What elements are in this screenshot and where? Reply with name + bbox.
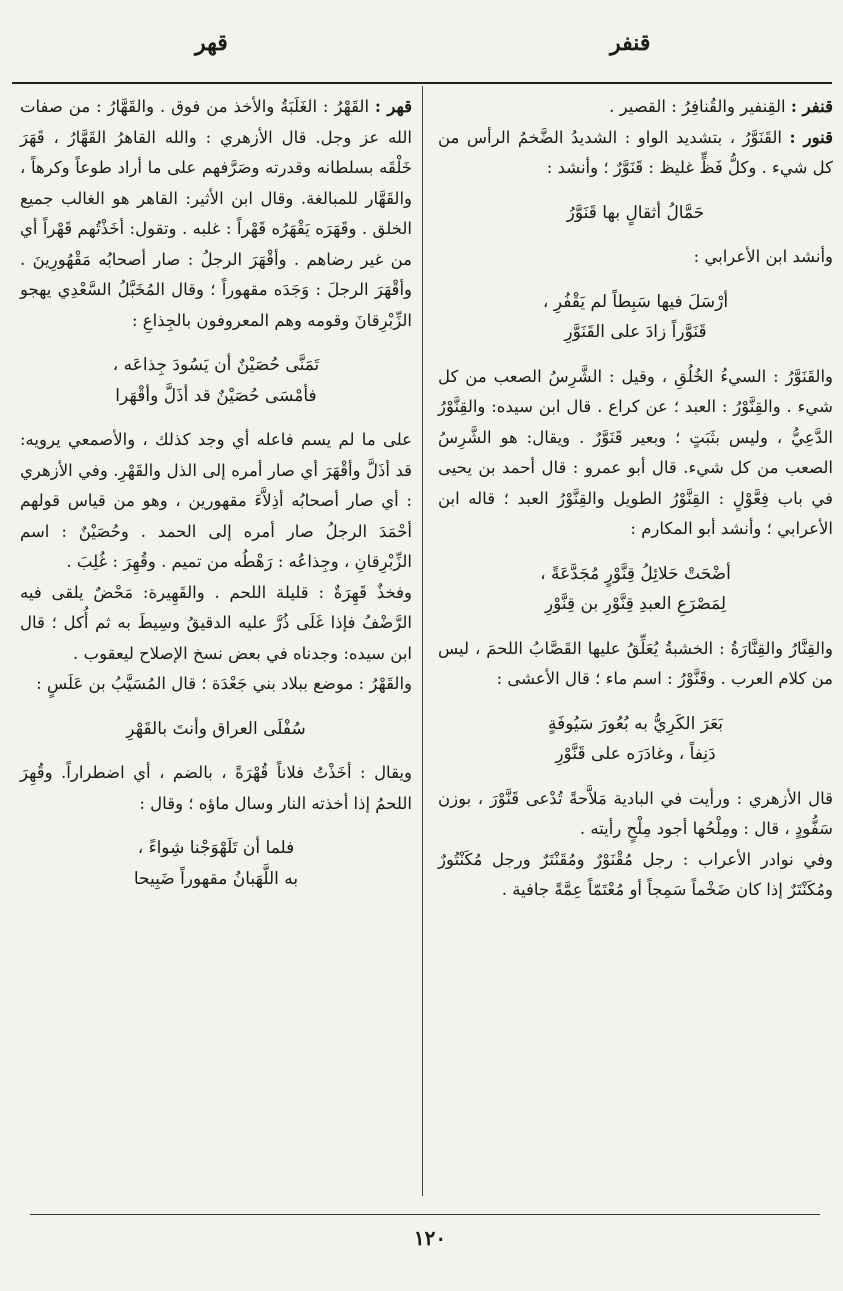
bottom-divider xyxy=(30,1214,820,1215)
entry-text: والقِنَّارُ والقِنَّارَةُ : الخشبةُ يُعَلِّقُ عليها القَصَّابُ اللحمَ ، ليس من كلام العرب . وقَنَّوْرُ : اسم ماء ؛ قال الأعشى : xyxy=(438,638,833,688)
entry-text: القِنفير والقُنافِرُ : القصير . xyxy=(609,97,786,116)
entry-paragraph xyxy=(438,123,833,184)
entry-text: والقَهْرُ : موضع ببلاد بني جَعْدَة ؛ قال المُسَيَّبُ بن عَلَسٍ : xyxy=(36,674,412,693)
entry-headword: قنور : xyxy=(789,127,833,147)
entry-paragraph xyxy=(20,92,412,336)
left-column xyxy=(20,92,412,908)
poetry-verse xyxy=(438,198,833,229)
entry-text: قال الأزهري : ورأيت في البادية مَلاَّحةً تُدْعى قَنَّوْرَ ، بوزن سَفُّودٍ ، قال : ومِلْحُها أجود مِلْحٍ رأيته . xyxy=(438,788,833,838)
header-word-left: قهر xyxy=(195,30,228,56)
poetry-verse xyxy=(20,833,412,894)
right-column xyxy=(438,92,833,906)
entry-paragraph xyxy=(438,634,833,695)
entry-paragraph xyxy=(438,845,833,906)
verse-line: لِمَصْرَعِ العبدِ قِنَّوْرِ بن قِنَّوْرِ xyxy=(544,594,727,614)
poetry-verse xyxy=(438,559,833,620)
entry-paragraph xyxy=(438,362,833,545)
entry-text: القَنَوَّرُ ، بتشديد الواو : الشديدُ الضَّخمُ الرأس من كل شيء . وكلُّ فَظٍّ غليظ : قَنَوَّرٌ ؛ وأنشد : xyxy=(438,127,833,177)
entry-text: وفي نوادر الأعراب : رجل مُقْنَوْرٌ ومُقَنْتَرٌ ورجل مُكَنْتُورٌ ومُكَنْتَرٌ إذا كان ضَخْماً سَمِجاً أو مُعْتَمّاً عِمَّةً جافية . xyxy=(438,849,833,899)
entry-paragraph xyxy=(20,758,412,819)
entry-paragraph xyxy=(20,578,412,670)
verse-line: تَمَنَّى حُصَيْنٌ أن يَسُودَ جِذاعَه ، xyxy=(112,355,320,375)
poetry-verse xyxy=(20,714,412,745)
entry-text: القَهْرُ : الغَلَبَةُ والأخذ من فوق . والقَهَّارُ : من صفات الله عز وجل. قال الأزهري : والله القاهرُ القَهَّارُ ، قَهَرَ خَلْقَه بسلطانه وقدرته وصَرَّفهم على ما أراد طوعاً وكرهاً ، والقَهَّار للمبالغة. وقال ابن الأثير: القاهر هو الغالب جميع الخلق . وقَهَرَه يَقْهَرُه قَهْراً : غلبه . وتقول: أخَذْتُهم قَهْراً أي من غير رضاهم . وأقْهَرَ الرجلُ : صار أصحابُه مَقْهُورِينَ . وأقْهَرَ الرجلَ : وَجَدَه مقهوراً ؛ وقال المُخَبَّلُ السَّعْدِي يهجو الزِّبْرِقانَ وقومه وهم المعروفون بالجِذاعِ : xyxy=(20,97,412,330)
entry-headword: قهر : xyxy=(374,97,412,116)
entry-text: وأنشد ابن الأعرابي : xyxy=(693,247,833,266)
verse-line: فأمْسَى حُصَيْنٌ قد أذَلَّ وأقْهَرا xyxy=(115,385,317,406)
verse-line: أضْحَتْ حَلائِلُ قِنَّوْرٍ مُجَدَّعَةً ، xyxy=(540,563,731,584)
entry-paragraph xyxy=(20,669,412,700)
top-divider xyxy=(12,82,832,84)
page-number: ١٢٠ xyxy=(413,1226,447,1250)
entry-text: ويقال : أخَذْتُ فلاناً قُهْرَةً ، بالضم ، أي اضطراراً. وقُهِرَ اللحمُ إذا أخذته النار وسال ماؤه ؛ وقال : xyxy=(20,763,412,813)
verse-line: سُفْلَى العراق وأنتَ بالقَهْرِ xyxy=(126,718,306,739)
entry-text: والقَنَوَّرُ : السيءُ الخُلُقِ ، وقيل : الشَّرِسُ الصعب من كل شيء . والقِنَّوْرُ : العبد ؛ عن كراع . قال ابن سيده: والقِنَّوْرُ الدَّعِيُّ ، وليس بثَبَتٍ ؛ وبعير قَنَوَّرٌ . ويقال: هو الشَّرِسُ الصعب من كل شيء. قال أبو عمرو : قال أحمد بن يحيى في باب فِعَّوْلٍ : القِنَّوْرُ الطويل والقِنَّوْرُ العبد ؛ قاله ابن الأعرابي ؛ وأنشد أبو المكارم : xyxy=(438,366,833,538)
column-divider xyxy=(422,86,423,1196)
verse-line: دَنِفاً ، وغادَرَه على قَنَّوْرِ xyxy=(555,744,716,764)
verse-line: قَنَوَّراً زادَ على القَنَوَّرِ xyxy=(564,322,707,342)
verse-line: حَمَّالُ أثقالٍ بها قَنَوَّرُ xyxy=(566,202,705,223)
entry-paragraph xyxy=(438,242,833,273)
entry-paragraph xyxy=(20,425,412,578)
verse-line: بَعَرَ الكَرِيُّ به بُعُورَ سَيُوفَةٍ xyxy=(547,713,724,734)
verse-line: به اللَّهَبانُ مقهوراً ضَبِيحا xyxy=(133,868,299,889)
verse-line: أرْسَلَ فيها سَبِطاً لم يَقْفُرِ ، xyxy=(542,291,729,312)
verse-line: فلما أن تَلَهْوَجْنا شِواءً ، xyxy=(137,838,295,858)
entry-headword: قنفر : xyxy=(790,97,833,116)
poetry-verse xyxy=(438,287,833,348)
entry-paragraph xyxy=(438,92,833,123)
header-word-right: قنفر xyxy=(610,30,651,56)
poetry-verse xyxy=(438,709,833,770)
poetry-verse xyxy=(20,350,412,411)
entry-text: على ما لم يسم فاعله أي وجد كذلك ، والأصمعي يرويه: قد أذَلَّ وأقْهَرَ أي صار أمره إلى الذل والقَهْرِ. وفي الأزهري : أي صار أصحابُه أذِلاَّءَ مقهورين ، وهو من قياس قولهم أحْمَدَ الرجلُ صار أمره إلى الحمد . وحُصَيْنٌ : اسم الزِّبْرِقانِ ، وجِذاعُه : رَهْطُه من تميم . وقُهِرَ : غُلِبَ . xyxy=(20,430,412,571)
entry-paragraph xyxy=(438,784,833,845)
entry-text: وفخذٌ قَهِرَةٌ : قليلة اللحم . والقَهِيرة: مَحْضٌ يلقى فيه الرَّضْفُ فإذا غَلَى ذُرَّ عليه الدقيقُ وسِيطَ به ثم أُكل ؛ قال ابن سيده: وجدناه في بعض نسخ الإصلاح ليعقوب . xyxy=(20,582,412,663)
